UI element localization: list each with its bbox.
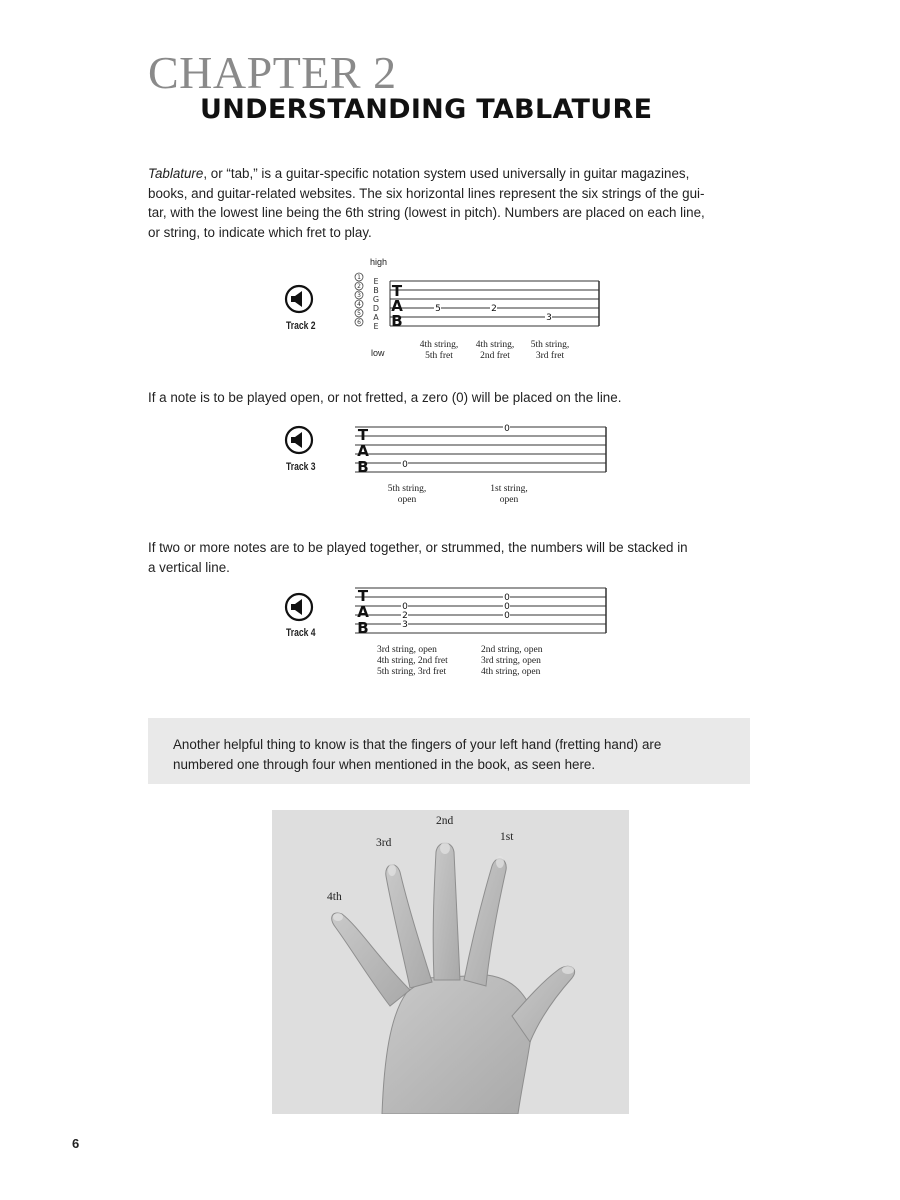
- string-number-2: 2: [357, 283, 361, 290]
- chapter-heading: CHAPTER 2: [148, 47, 397, 98]
- tab-letter-b: B: [391, 312, 403, 330]
- string-number-4: 4: [357, 301, 361, 308]
- chord2-note-2nd-string: 0: [504, 593, 510, 603]
- caption-note-1: 4th string, 5th fret: [419, 340, 459, 361]
- tab-letter-b: B: [357, 458, 369, 476]
- string-name-1: E: [373, 277, 379, 286]
- intro-paragraph: [148, 164, 754, 242]
- note-5th-string-open: 0: [402, 460, 408, 470]
- finger-label-1st: 1st: [500, 831, 514, 843]
- chord1-note-5th-string: 3: [402, 620, 408, 630]
- track-2-label: Track 2: [286, 320, 316, 332]
- stacked-notes-paragraph: If two or more notes are to be played together, or strummed, the numbers will be stacked in a vertical line.: [148, 540, 688, 575]
- note-1st-string-open: 0: [504, 424, 510, 434]
- open-note-paragraph: If a note is to be played open, or not fretted, a zero (0) will be placed on the line.: [148, 390, 622, 405]
- note-4th-string-5th-fret: 5: [435, 304, 441, 314]
- tablature-term: Tablature: [148, 166, 204, 181]
- tab-staff-example-2: [350, 418, 610, 480]
- callout-text: Another helpful thing to know is that the fingers of your left hand (fretting hand) are numbered one through four when mentioned in the book, as seen here.: [173, 737, 662, 772]
- high-label: high: [370, 257, 388, 267]
- page-number: 6: [72, 1136, 80, 1151]
- finger-label-2nd: 2nd: [436, 815, 454, 827]
- string-name-3: G: [372, 295, 380, 304]
- caption-1st-string-open: 1st string, open: [490, 484, 528, 505]
- track-4-label: Track 4: [286, 627, 316, 639]
- tab-letter-t: T: [391, 282, 403, 300]
- finger-label-4th: 4th: [327, 891, 342, 903]
- tab-letter-t: T: [357, 426, 369, 444]
- chapter-title: UNDERSTANDING TABLATURE: [200, 94, 653, 125]
- intro-line-1: Tablature, or “tab,” is a guitar-specific notation system used universally in guitar magazines,: [148, 166, 690, 181]
- caption-5th-string-open: 5th string, open: [387, 484, 427, 505]
- tab-staff-example-1: [350, 268, 602, 340]
- string-name-5: A: [373, 313, 379, 322]
- string-name-6: E: [373, 322, 379, 331]
- hand-photo: [272, 810, 629, 1114]
- string-number-6: 6: [357, 319, 361, 326]
- finger-label-3rd: 3rd: [376, 837, 392, 849]
- tab-letter-t: T: [357, 587, 369, 605]
- tab-letter-a: A: [357, 603, 369, 621]
- string-number-3: 3: [357, 292, 361, 299]
- string-number-5: 5: [357, 310, 361, 317]
- caption-note-3: 5th string, 3rd fret: [530, 340, 570, 361]
- audio-icon-track-4[interactable]: [284, 592, 314, 622]
- tab-letter-a: A: [391, 297, 403, 315]
- string-name-2: B: [373, 286, 379, 295]
- intro-line-3: tar, with the lowest line being the 6th string (lowest in pitch). Numbers are placed on each line,: [148, 205, 705, 220]
- audio-icon-track-2[interactable]: [284, 284, 314, 314]
- tab-staff-example-3: [350, 582, 610, 640]
- chord1-note-3rd-string: 0: [402, 602, 408, 612]
- caption-note-2: 4th string, 2nd fret: [475, 340, 515, 361]
- note-5th-string-3rd-fret: 3: [546, 313, 552, 323]
- intro-line-2: books, and guitar-related websites. The six horizontal lines represent the six strings of the gui-: [148, 185, 705, 201]
- chord2-captions: 2nd string, open 3rd string, open 4th string, open: [481, 645, 543, 677]
- chord1-note-4th-string: 2: [402, 611, 408, 621]
- intro-line-4: or string, to indicate which fret to play.: [148, 224, 372, 240]
- tab-letter-b: B: [357, 619, 369, 637]
- audio-icon-track-3[interactable]: [284, 425, 314, 455]
- track-3-label: Track 3: [286, 461, 316, 473]
- low-label: low: [371, 348, 385, 358]
- string-number-1: 1: [357, 274, 361, 281]
- hand-illustration: [272, 810, 629, 1114]
- chord2-note-3rd-string: 0: [504, 602, 510, 612]
- string-name-4: D: [372, 304, 380, 313]
- tab-letter-a: A: [357, 442, 369, 460]
- chord2-note-4th-string: 0: [504, 611, 510, 621]
- note-4th-string-2nd-fret: 2: [491, 304, 497, 314]
- chord1-captions: 3rd string, open 4th string, 2nd fret 5th string, 3rd fret: [377, 645, 448, 677]
